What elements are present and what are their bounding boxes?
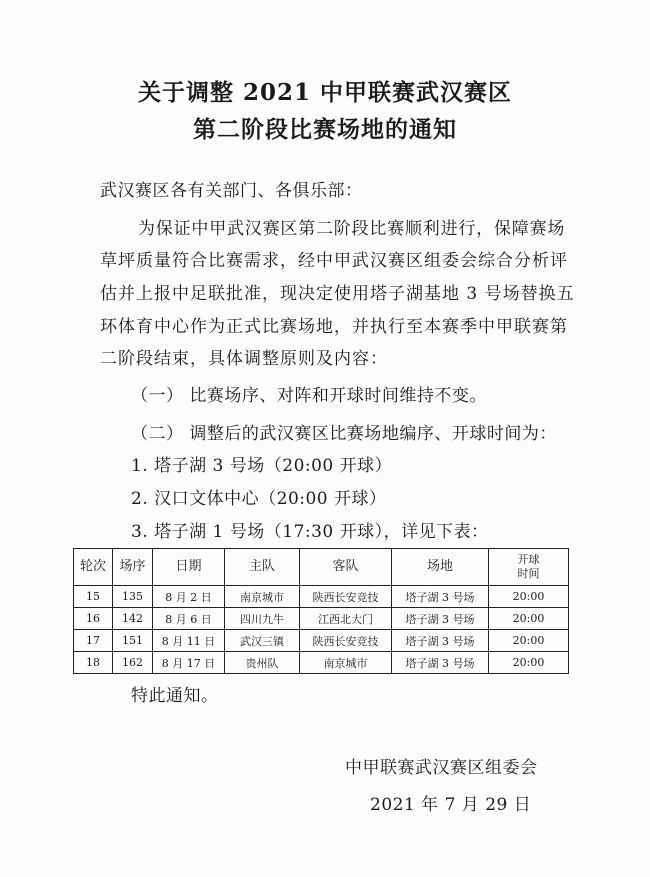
cell-home: 贵州队 [225, 652, 300, 674]
header-home: 主队 [225, 549, 300, 586]
cell-away: 陕西长安竞技 [300, 586, 392, 608]
header-round: 轮次 [74, 549, 113, 586]
venue-item-1: 1. 塔子湖 3 号场（20:00 开球） [131, 456, 393, 476]
cell-away: 南京城市 [300, 652, 392, 674]
header-match-no: 场序 [113, 549, 153, 586]
table-row [74, 608, 569, 630]
body-line: 为保证中甲武汉赛区第二阶段比赛顺利进行，保障赛场 [138, 219, 566, 239]
body-line: 估并上报中足联批准，现决定使用塔子湖基地 3 号场替换五 [100, 284, 575, 304]
signature-date: 2021 年 7 月 29 日 [370, 795, 532, 815]
signature-organization: 中甲联赛武汉赛区组委会 [345, 758, 538, 778]
cell-away: 江西北大门 [300, 608, 392, 630]
cell-date: 8 月 6 日 [153, 608, 225, 630]
table-header-row [74, 549, 569, 586]
cell-match-no: 135 [113, 586, 153, 608]
body-line: 草坪质量符合比赛需求，经中甲武汉赛区组委会综合分析评 [100, 251, 568, 271]
cell-home: 武汉三镇 [225, 630, 300, 652]
document-title-line-2: 第二阶段比赛场地的通知 [193, 116, 457, 143]
schedule-table [73, 548, 569, 674]
venue-item-2: 2. 汉口文体中心（20:00 开球） [131, 489, 387, 509]
document-title-line-1: 关于调整 2021 中甲联赛武汉赛区 [137, 79, 513, 106]
salutation: 武汉赛区各有关部门、各俱乐部： [100, 181, 363, 201]
cell-date: 8 月 11 日 [153, 630, 225, 652]
cell-round: 17 [74, 630, 113, 652]
cell-kickoff: 20:00 [489, 586, 569, 608]
header-venue: 场地 [392, 549, 489, 586]
body-line: 二阶段结束，具体调整原则及内容： [100, 349, 388, 369]
cell-round: 18 [74, 652, 113, 674]
table-row [74, 652, 569, 674]
cell-venue: 塔子湖 3 号场 [392, 630, 489, 652]
body-line: 环体育中心作为正式比赛场地，并执行至本赛季中甲联赛第 [100, 317, 568, 337]
cell-round: 15 [74, 586, 113, 608]
cell-venue: 塔子湖 3 号场 [392, 652, 489, 674]
cell-home: 南京城市 [225, 586, 300, 608]
list-item-2: （二） 调整后的武汉赛区比赛场地编序、开球时间为： [131, 424, 557, 444]
header-kickoff-line-2: 时间 [517, 567, 540, 580]
cell-kickoff: 20:00 [489, 652, 569, 674]
header-kickoff-line-1: 开球 [517, 553, 540, 566]
cell-match-no: 162 [113, 652, 153, 674]
header-date: 日期 [153, 549, 225, 586]
cell-kickoff: 20:00 [489, 630, 569, 652]
venue-item-3: 3. 塔子湖 1 号场（17:30 开球），详见下表： [131, 522, 489, 542]
table-row [74, 586, 569, 608]
cell-venue: 塔子湖 3 号场 [392, 608, 489, 630]
cell-round: 16 [74, 608, 113, 630]
closing-text: 特此通知。 [131, 686, 219, 706]
table-row [74, 630, 569, 652]
cell-home: 四川九牛 [225, 608, 300, 630]
cell-match-no: 151 [113, 630, 153, 652]
cell-venue: 塔子湖 3 号场 [392, 586, 489, 608]
list-item-1: （一） 比赛场序、对阵和开球时间维持不变。 [131, 386, 487, 406]
cell-match-no: 142 [113, 608, 153, 630]
cell-kickoff: 20:00 [489, 608, 569, 630]
cell-away: 陕西长安竞技 [300, 630, 392, 652]
header-away: 客队 [300, 549, 392, 586]
header-kickoff [489, 549, 569, 586]
cell-date: 8 月 2 日 [153, 586, 225, 608]
cell-date: 8 月 17 日 [153, 652, 225, 674]
